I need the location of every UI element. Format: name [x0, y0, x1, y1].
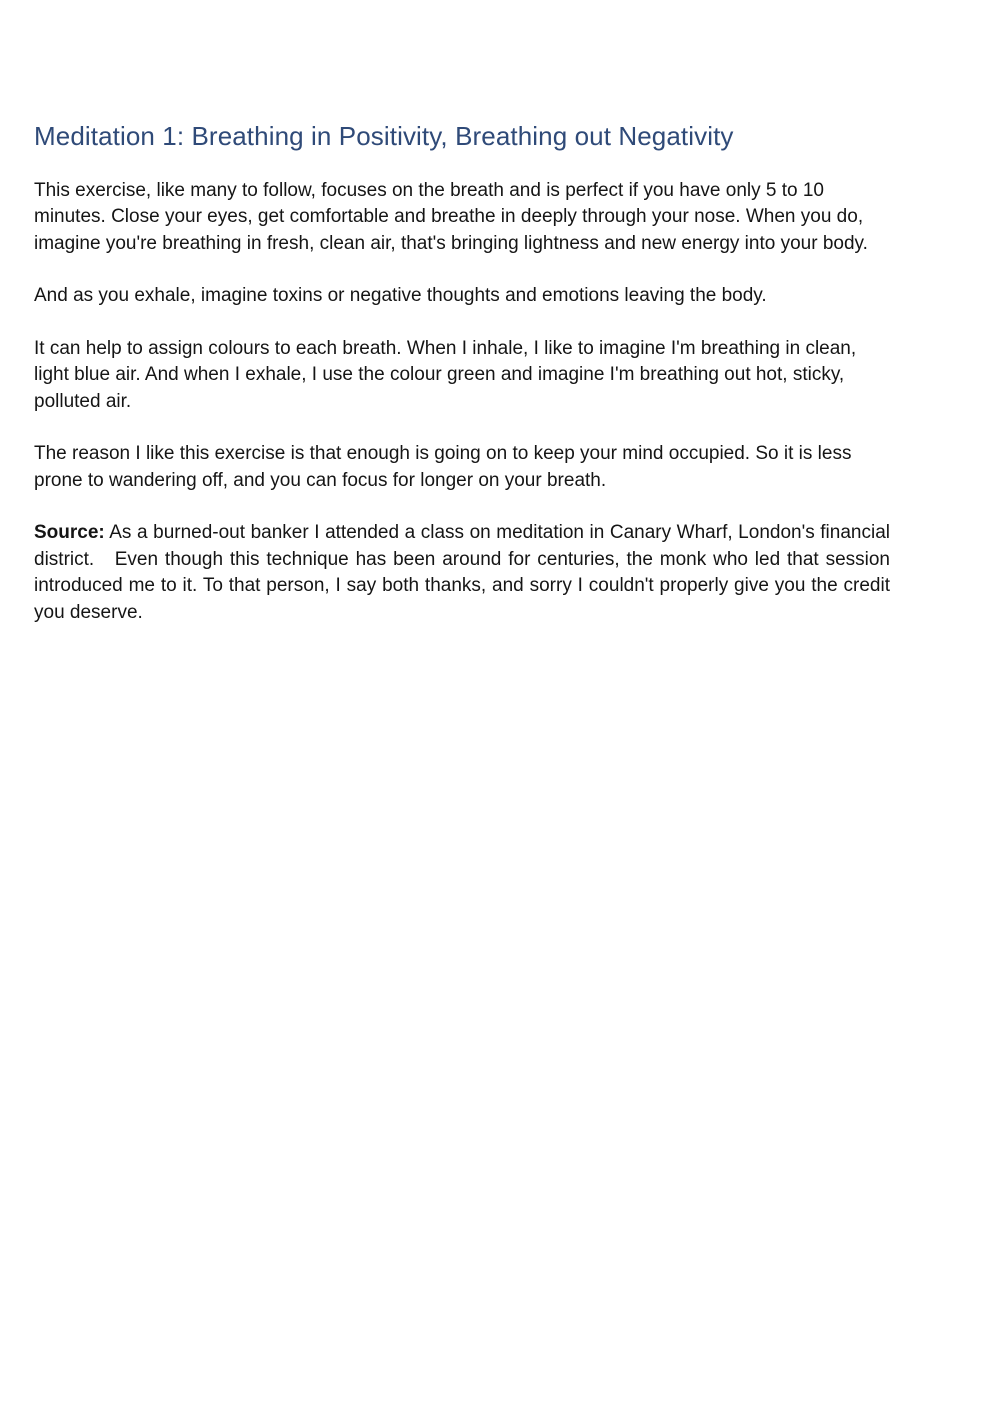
paragraph-colours: It can help to assign colours to each breath. When I inhale, I like to imagine I'm breathing in clean, light blue air. And when I exhale, I use the colour green and imagine I'm breathing out hot, sticky, polluted air.: [34, 337, 857, 412]
page-title: Meditation 1: Breathing in Positivity, Breathing out Negativity: [34, 121, 734, 151]
paragraph-intro: This exercise, like many to follow, focuses on the breath and is perfect if you have only 5 to 10 minutes. Close your eyes, get comfortable and breathe in deeply through your nose. When you do, imagine you're breathing in fresh, clean air, that's bringing lightness and new energy into your body.: [34, 179, 868, 254]
source-text: As a burned-out banker I attended a class on meditation in Canary Wharf, London's financial district. Even though this technique has been around for centuries, the monk who led that session introduced me to it. To that person, I say both thanks, and sorry I couldn't properly give you the credit you deserve.: [34, 522, 896, 623]
paragraph-reason: The reason I like this exercise is that enough is going on to keep your mind occupied. So it is less prone to wandering off, and you can focus for longer on your breath.: [34, 443, 852, 491]
document-page: [34, 120, 896, 652]
source-label: Source:: [34, 522, 105, 544]
paragraph-exhale: And as you exhale, imagine toxins or negative thoughts and emotions leaving the body.: [34, 285, 767, 307]
paragraph-source: [34, 520, 896, 626]
